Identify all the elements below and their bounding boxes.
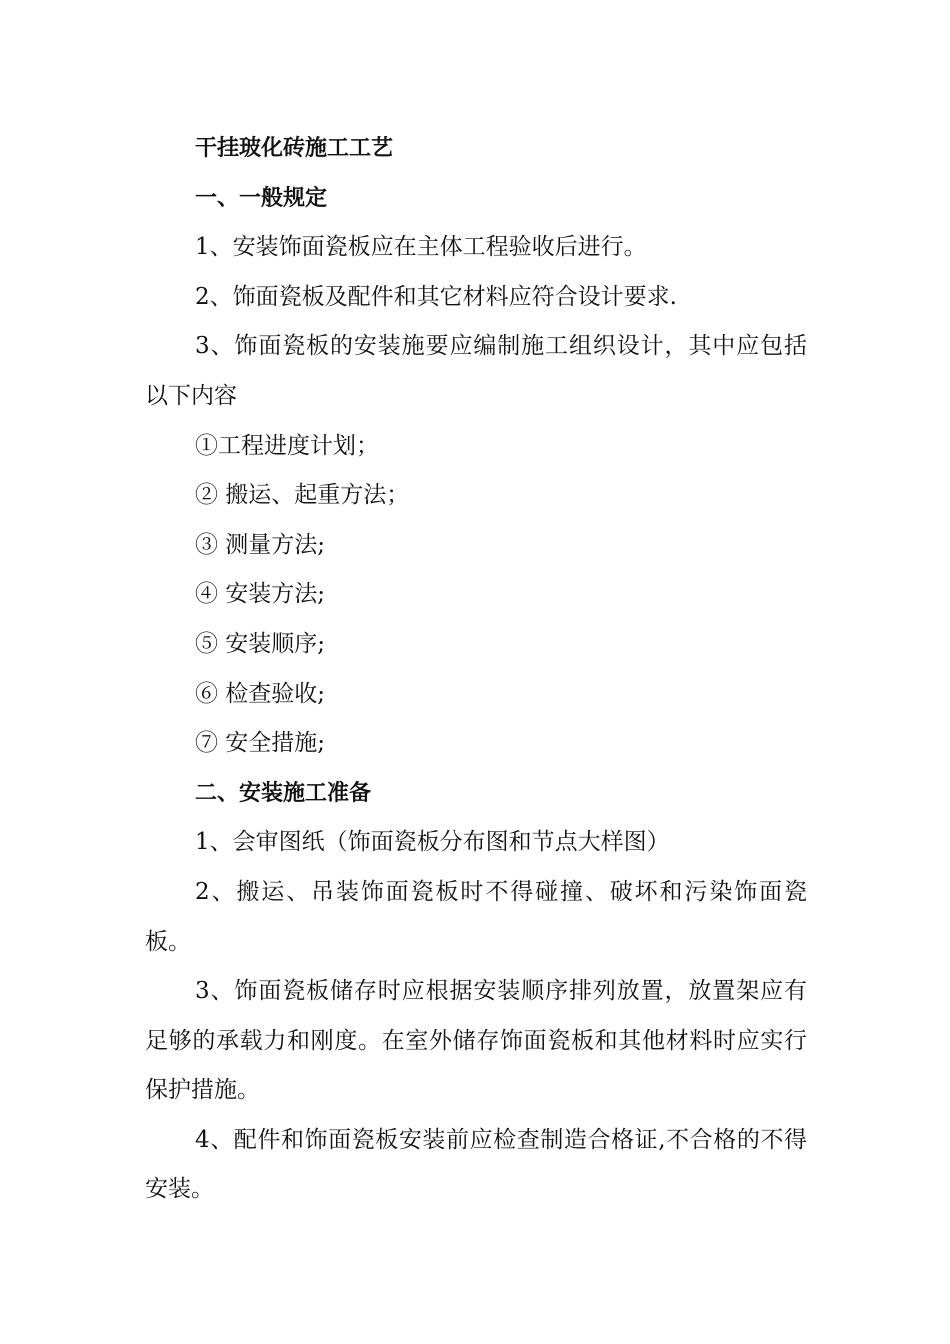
paragraph: 3、饰面瓷板的安装施要应编制施工组织设计，其中应包括以下内容 <box>145 333 807 409</box>
section-heading-preparation: 二、安装施工准备 <box>195 780 372 806</box>
paragraph: 1、安装饰面瓷板应在主体工程验收后进行。 <box>195 234 647 261</box>
list-item: ①工程进度计划； <box>195 432 379 459</box>
document-title: 干挂玻化砖施工工艺 <box>195 136 394 161</box>
list-item: ② 搬运、起重方法； <box>195 482 410 509</box>
paragraph: 4、配件和饰面瓷板安装前应检查制造合格证,不合格的不得安装。 <box>145 1126 807 1203</box>
list-item: ⑦ 安全措施; <box>195 730 326 757</box>
list-item: ④ 安装方法; <box>195 581 326 608</box>
paragraph: 1、会审图纸（饰面瓷板分布图和节点大样图） <box>195 829 670 856</box>
list-item: ⑥ 检查验收; <box>195 680 326 707</box>
list-item: ③ 测量方法; <box>195 531 326 558</box>
paragraph: 2、饰面瓷板及配件和其它材料应符合设计要求. <box>195 283 677 310</box>
paragraph: 2、搬运、吊装饰面瓷板时不得碰撞、破坏和污染饰面瓷板。 <box>145 878 807 955</box>
section-heading-general: 一、一般规定 <box>195 185 328 211</box>
paragraph: 3、饰面瓷板储存时应根据安装顺序排列放置，放置架应有足够的承载力和刚度。在室外储存饰面瓷板和其他材料时应实行保护措施。 <box>145 978 807 1104</box>
list-item: ⑤ 安装顺序; <box>195 630 326 657</box>
document-body <box>145 124 807 1215</box>
